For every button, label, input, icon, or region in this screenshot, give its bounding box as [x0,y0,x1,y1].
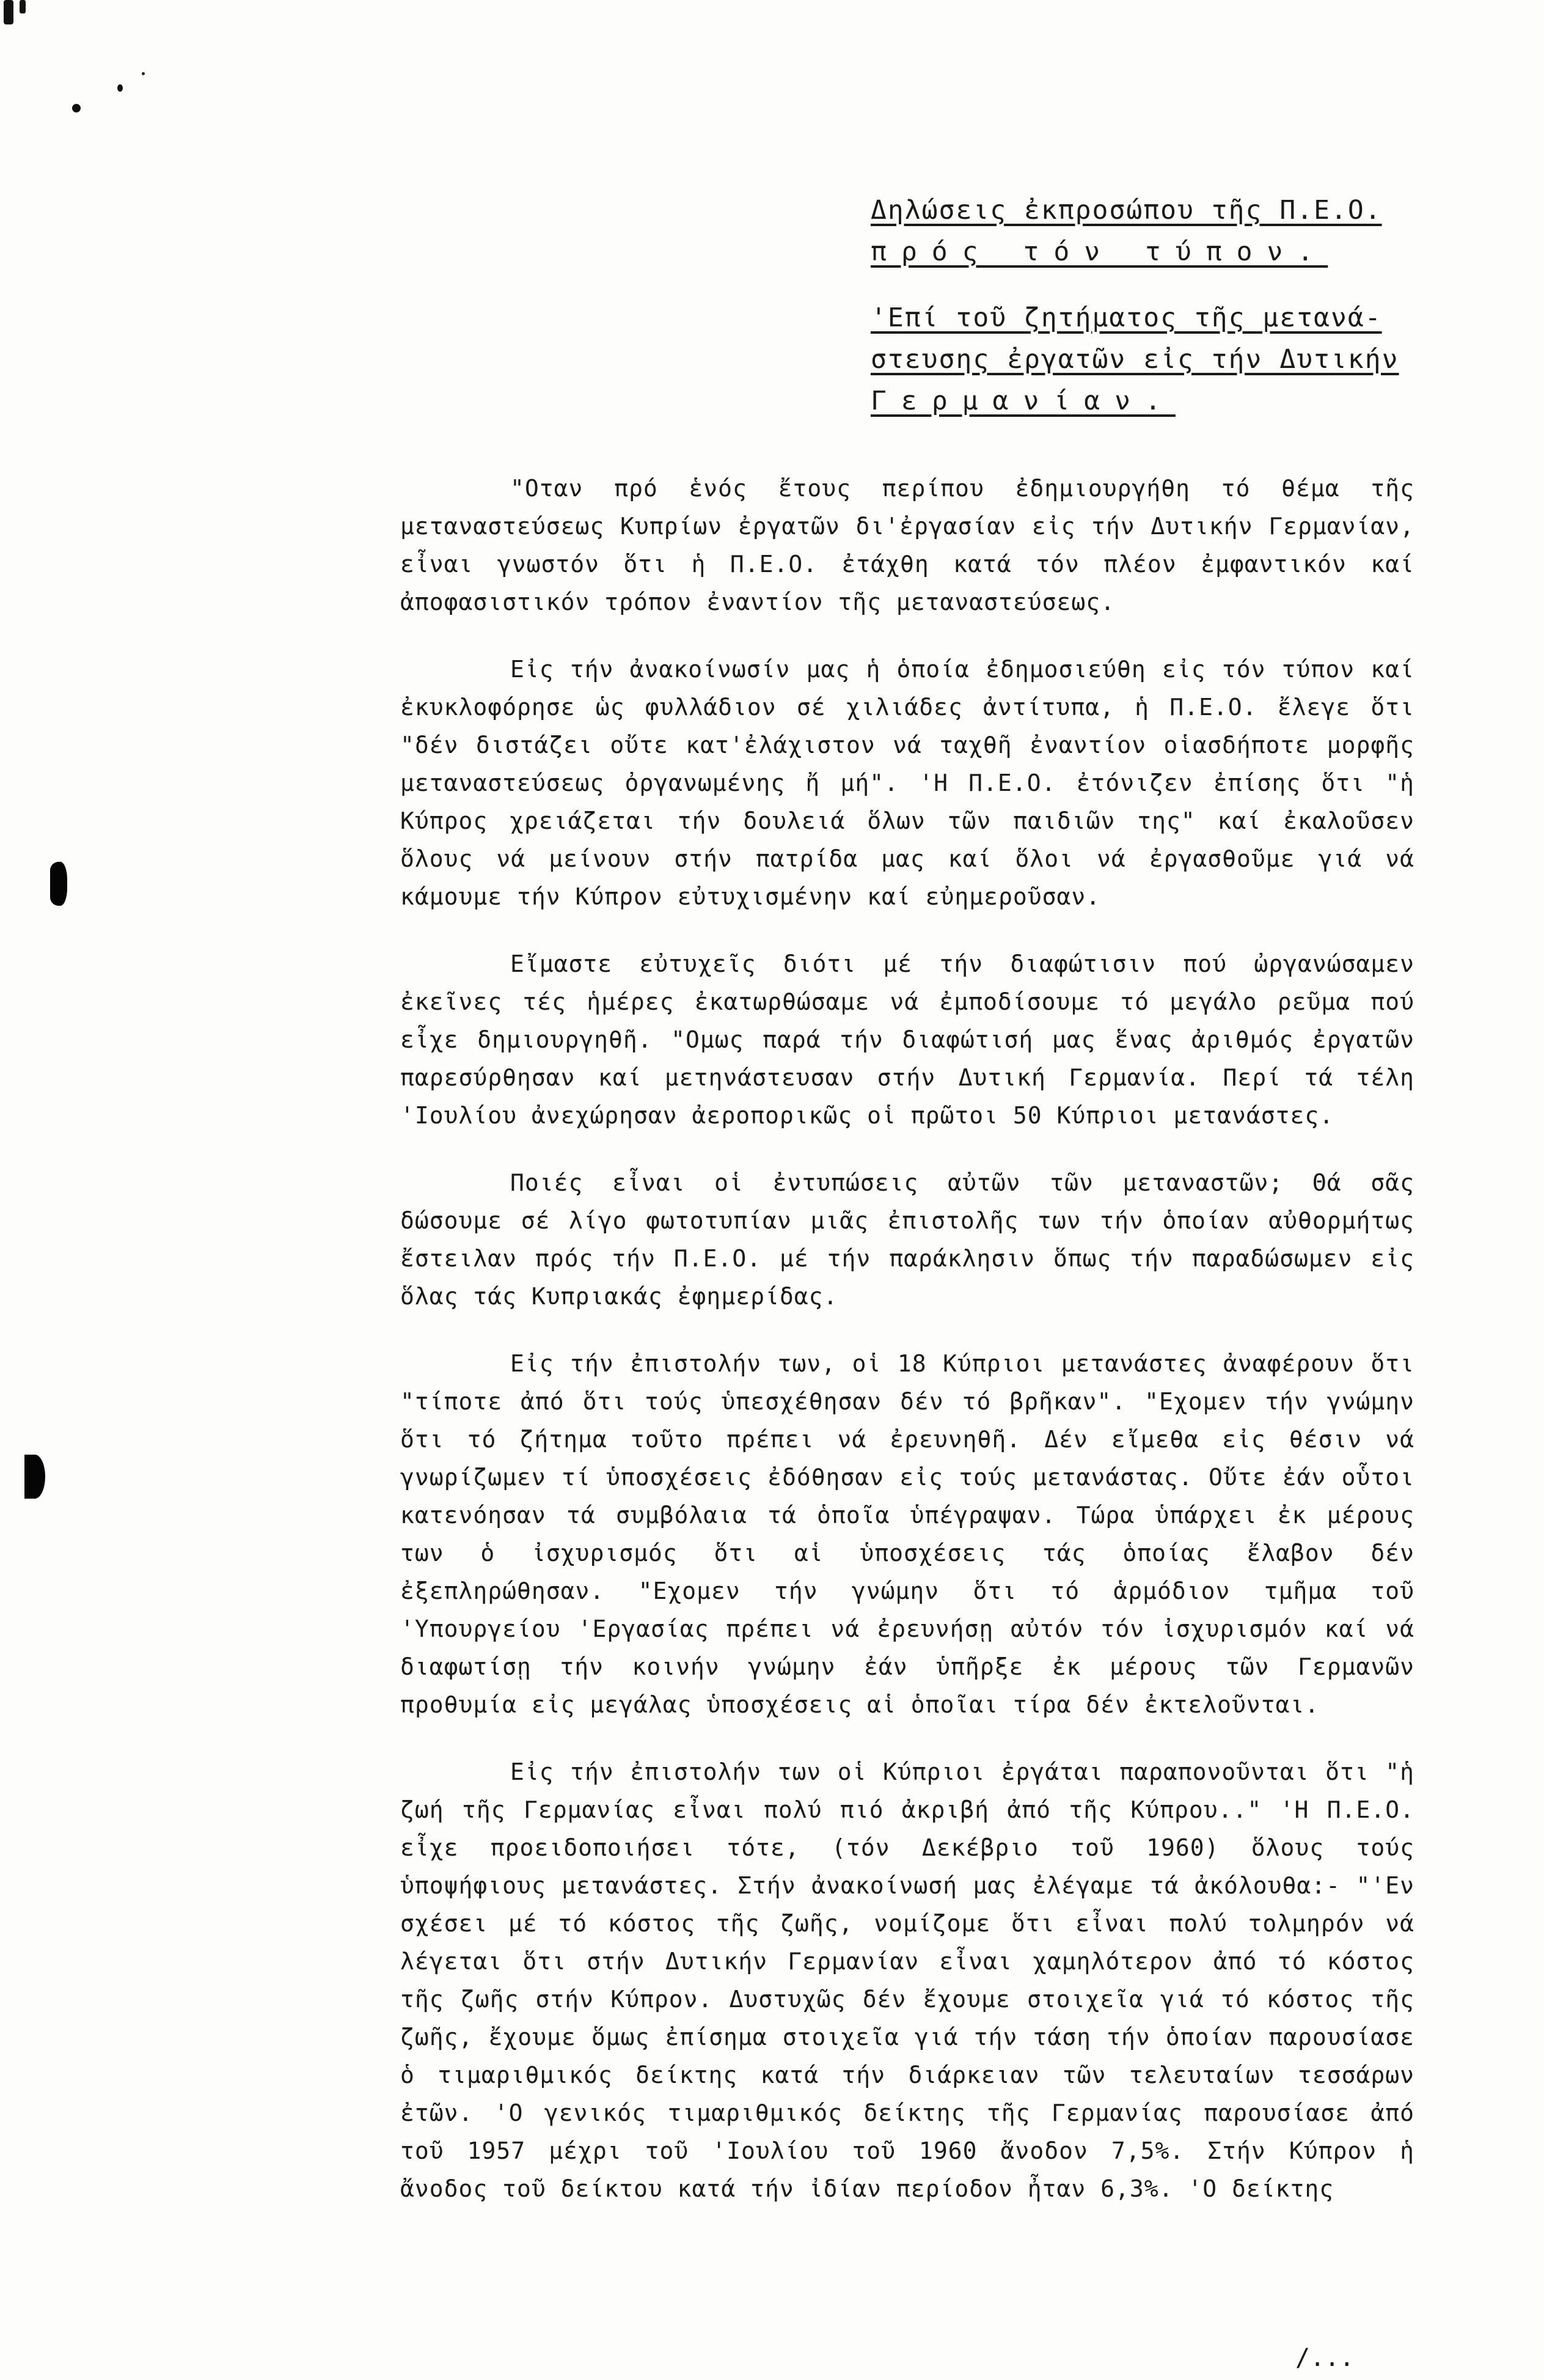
heading-line-1: Δηλώσεις ἐκπροσώπου τῆς Π.Ε.Ο. [871,195,1382,226]
document-body [400,469,1414,2237]
punch-hole-mark [50,862,67,906]
heading-line-2: πρός τόν τύπον. [871,237,1328,267]
ink-blot-mark [4,0,13,24]
ink-blot-mark [20,0,26,13]
paragraph: Εἰς τήν ἐπιστολήν των, οἱ 18 Κύπριοι μετανάστες ἀναφέρουν ὅτι "τίποτε ἀπό ὅτι τούς ὑπεσχέθησαν δέν τό βρῆκαν". "Εχομεν τήν γνώμην ὅτι τό ζήτημα τοῦτο πρέπει νά ἐρευνηθῆ. Δέν εἴμεθα εἰς θέσιν νά γνωρίζωμεν τί ὑποσχέσεις ἐδόθησαν εἰς τούς μετανάστας. Οὔτε ἐάν οὗτοι κατενόησαν τά συμβόλαια τά ὁποῖα ὑπέγραψαν. Τώρα ὑπάρχει ἐκ μέρους των ὁ ἰσχυρισμός ὅτι αἱ ὑποσχέσεις τάς ὁποίας ἔλαβον δέν ἐξεπληρώθησαν. "Εχομεν τήν γνώμην ὅτι τό ἁρμόδιον τμῆμα τοῦ 'Υπουργείου 'Εργασίας πρέπει νά ἐρευνήσῃ αὐτόν τόν ἰσχυρισμόν καί νά διαφωτίσῃ τήν κοινήν γνώμην ἐάν ὑπῆρξε ἐκ μέρους τῶν Γερμανῶν προθυμία εἰς μεγάλας ὑποσχέσεις αἱ ὁποῖαι τίρα δέν ἐκτελοῦνται. [400,1350,1414,1718]
ink-blot-mark [117,84,123,92]
paragraph: Εἰς τήν ἀνακοίνωσίν μας ἡ ὁποία ἐδημοσιεύθη εἰς τόν τύπον καί ἐκυκλοφόρησε ὡς φυλλάδιον σέ χιλιάδες ἀντίτυπα, ἡ Π.Ε.Ο. ἔλεγε ὅτι "δέν διστάζει οὔτε κατ'ἐλάχιστον νά ταχθῆ ἐναντίον οἱασδήποτε μορφῆς μεταναστεύσεως ὀργανωμένης ἤ μή". 'Η Π.Ε.Ο. ἐτόνιζεν ἐπίσης ὅτι "ἡ Κύπρος χρειάζεται τήν δουλειά ὅλων τῶν παιδιῶν της" καί ἐκαλοῦσεν ὅλους νά μείνουν στήν πατρίδα μας καί ὅλοι νά ἐργασθοῦμε γιά νά κάμουμε τήν Κύπρον εὐτυχισμένην καί εὐημεροῦσαν. [400,656,1414,910]
document-heading [871,189,1421,422]
paragraph: "Οταν πρό ἑνός ἔτους περίπου ἐδημιουργήθη τό θέμα τῆς μεταναστεύσεως Κυπρίων ἐργατῶν δι'ἐργασίαν εἰς τήν Δυτικήν Γερμανίαν, εἶναι γνωστόν ὅτι ἡ Π.Ε.Ο. ἐτάχθη κατά τόν πλέον ἐμφαντικόν καί ἀποφασιστικόν τρόπον ἐναντίον τῆς μεταναστεύσεως. [400,475,1414,615]
paragraph: Εἰς τήν ἐπιστολήν των οἱ Κύπριοι ἐργάται παραπονοῦνται ὅτι "ἡ ζωή τῆς Γερμανίας εἶναι πολύ πιό ἀκριβή ἀπό τῆς Κύπρου.." 'Η Π.Ε.Ο. εἶχε προειδοποιήσει τότε, (τόν Δεκέβριο τοῦ 1960) ὅλους τούς ὑποψήφιους μετανάστες. Στήν ἀνακοίνωσή μας ἐλέγαμε τά ἀκόλουθα:- "'Εν σχέσει μέ τό κόστος τῆς ζωῆς, νομίζομε ὅτι εἶναι πολύ τολμηρόν νά λέγεται ὅτι στήν Δυτικήν Γερμανίαν εἶναι χαμηλότερον ἀπό τό κόστος τῆς ζωῆς στήν Κύπρον. Δυστυχῶς δέν ἔχουμε στοιχεῖα γιά τό κόστος τῆς ζωῆς, ἔχουμε ὅμως ἐπίσημα στοιχεῖα γιά τήν τάση τήν ὁποίαν παρουσίασε ὁ τιμαριθμικός δείκτης κατά τήν διάρκειαν τῶν τελευταίων τεσσάρων ἐτῶν. 'Ο γενικός τιμαριθμικός δείκτης τῆς Γερμανίας παρουσίασε ἀπό τοῦ 1957 μέχρι τοῦ 'Ιουλίου τοῦ 1960 ἄνοδον 7,5%. Στήν Κύπρον ἡ ἄνοδος τοῦ δείκτου κατά τήν ἰδίαν περίοδον ἦταν 6,3%. 'Ο δείκτης [400,1758,1414,2202]
heading-line-3: 'Επί τοῦ ζητήματος τῆς μετανά- [871,303,1382,333]
continuation-mark: /... [1295,2344,1355,2372]
paragraph: Ποιές εἶναι οἱ ἐντυπώσεις αὐτῶν τῶν μεταναστῶν; Θά σᾶς δώσουμε σέ λίγο φωτοτυπίαν μιᾶς ἐπιστολῆς των τήν ὁποίαν αὐθορμήτως ἔστειλαν πρός τήν Π.Ε.Ο. μέ τήν παράκλησιν ὅπως τήν παραδώσωμεν εἰς ὅλας τάς Κυπριακάς ἐφημερίδας. [400,1169,1414,1310]
paragraph: Εἴμαστε εὐτυχεῖς διότι μέ τήν διαφώτισιν πού ὠργανώσαμεν ἐκεῖνες τές ἡμέρες ἐκατωρθώσαμε νά ἐμποδίσουμε τό μεγάλο ρεῦμα πού εἶχε δημιουργηθῆ. "Ομως παρά τήν διαφώτισή μας ἕνας ἀριθμός ἐργατῶν παρεσύρθησαν καί μετηνάστευσαν στήν Δυτική Γερμανία. Περί τά τέλη 'Ιουλίου ἀνεχώρησαν ἀεροπορικῶς οἱ πρῶτοι 50 Κύπριοι μετανάστες. [400,950,1414,1129]
heading-line-5: Γερμανίαν. [871,386,1176,416]
ink-blot-mark [72,104,81,112]
punch-hole-mark [24,1455,45,1499]
ink-blot-mark [142,72,145,75]
heading-line-4: στευσης ἐργατῶν εἰς τήν Δυτικήν [871,344,1399,375]
